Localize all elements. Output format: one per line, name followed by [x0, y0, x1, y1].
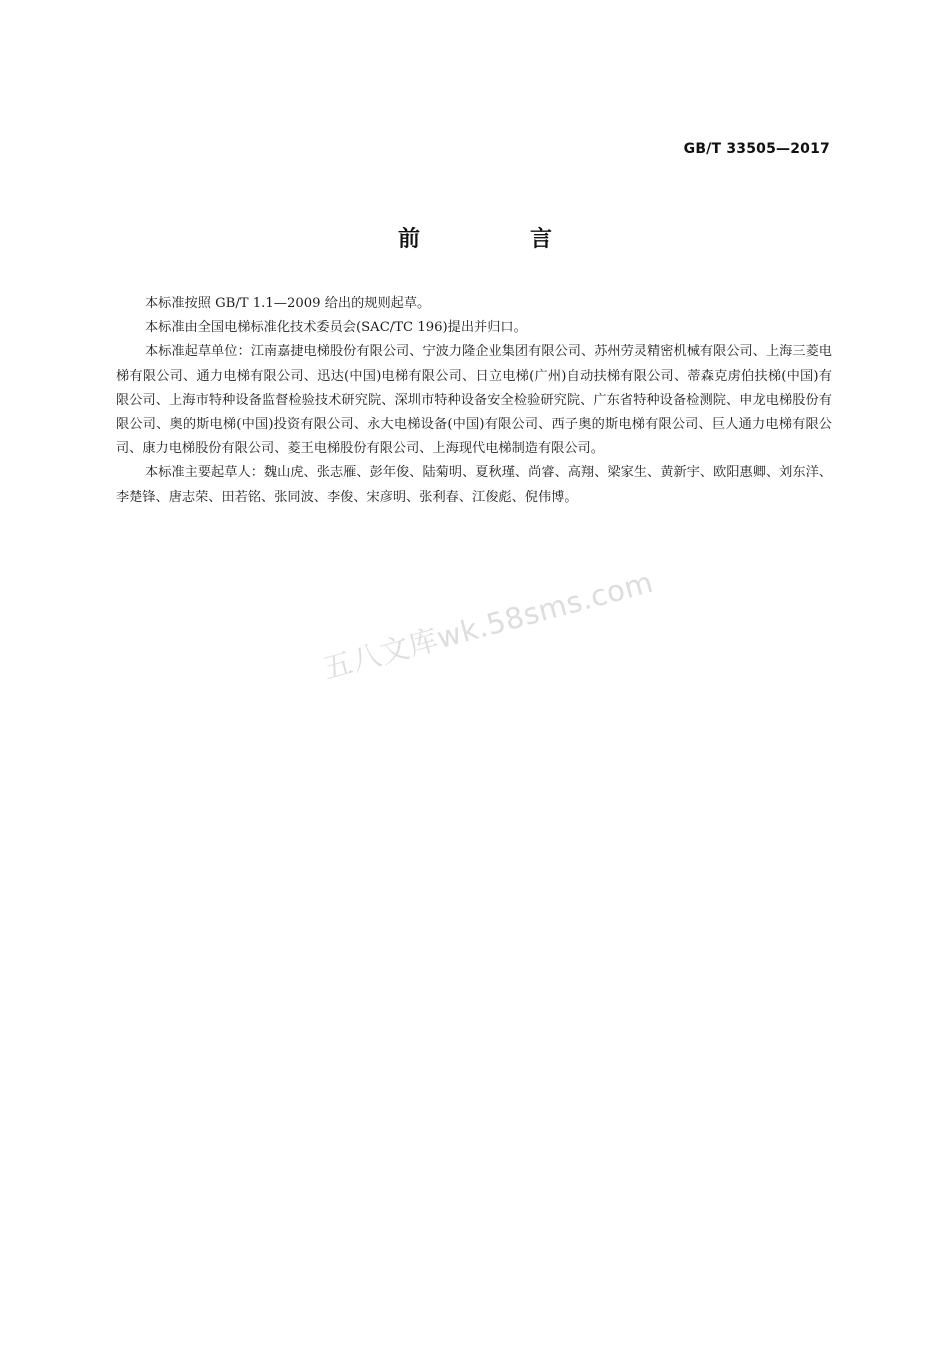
paragraph-main-drafters: 本标准主要起草人：魏山虎、张志雁、彭年俊、陆菊明、夏秋瑾、尚睿、高翔、梁家生、黄新宇、欧阳惠卿、刘东洋、李楚锋、唐志荣、田若铭、张同波、李俊、宋彦明、张利春、江俊彪、倪伟博。	[116, 465, 832, 505]
watermark-text: 五八文库wk.58sms.com	[319, 564, 657, 686]
standard-code: GB/T 33505—2017	[683, 141, 830, 157]
page-title: 前 言	[397, 227, 596, 252]
paragraph-proposer: 本标准由全国电梯标准化技术委员会(SAC/TC 196)提出并归口。	[145, 320, 527, 336]
paragraph-drafting-units: 本标准起草单位：江南嘉捷电梯股份有限公司、宁波力隆企业集团有限公司、苏州劳灵精密机械有限公司、上海三菱电梯有限公司、通力电梯有限公司、迅达(中国)电梯有限公司、日立电梯(广州)自动扶梯有限公司、蒂森克虏伯扶梯(中国)有限公司、上海市特种设备监督检验技术研究院、深圳市特种设备安全检验研究院、广东省特种设备检测院、申龙电梯股份有限公司、奥的斯电梯(中国)投资有限公司、永大电梯设备(中国)有限公司、西子奥的斯电梯有限公司、巨人通力电梯有限公司、康力电梯股份有限公司、菱王电梯股份有限公司、上海现代电梯制造有限公司。	[116, 344, 832, 457]
paragraph-drafting-rules: 本标准按照 GB/T 1.1—2009 给出的规则起草。	[145, 296, 431, 311]
foreword-body	[116, 292, 832, 510]
